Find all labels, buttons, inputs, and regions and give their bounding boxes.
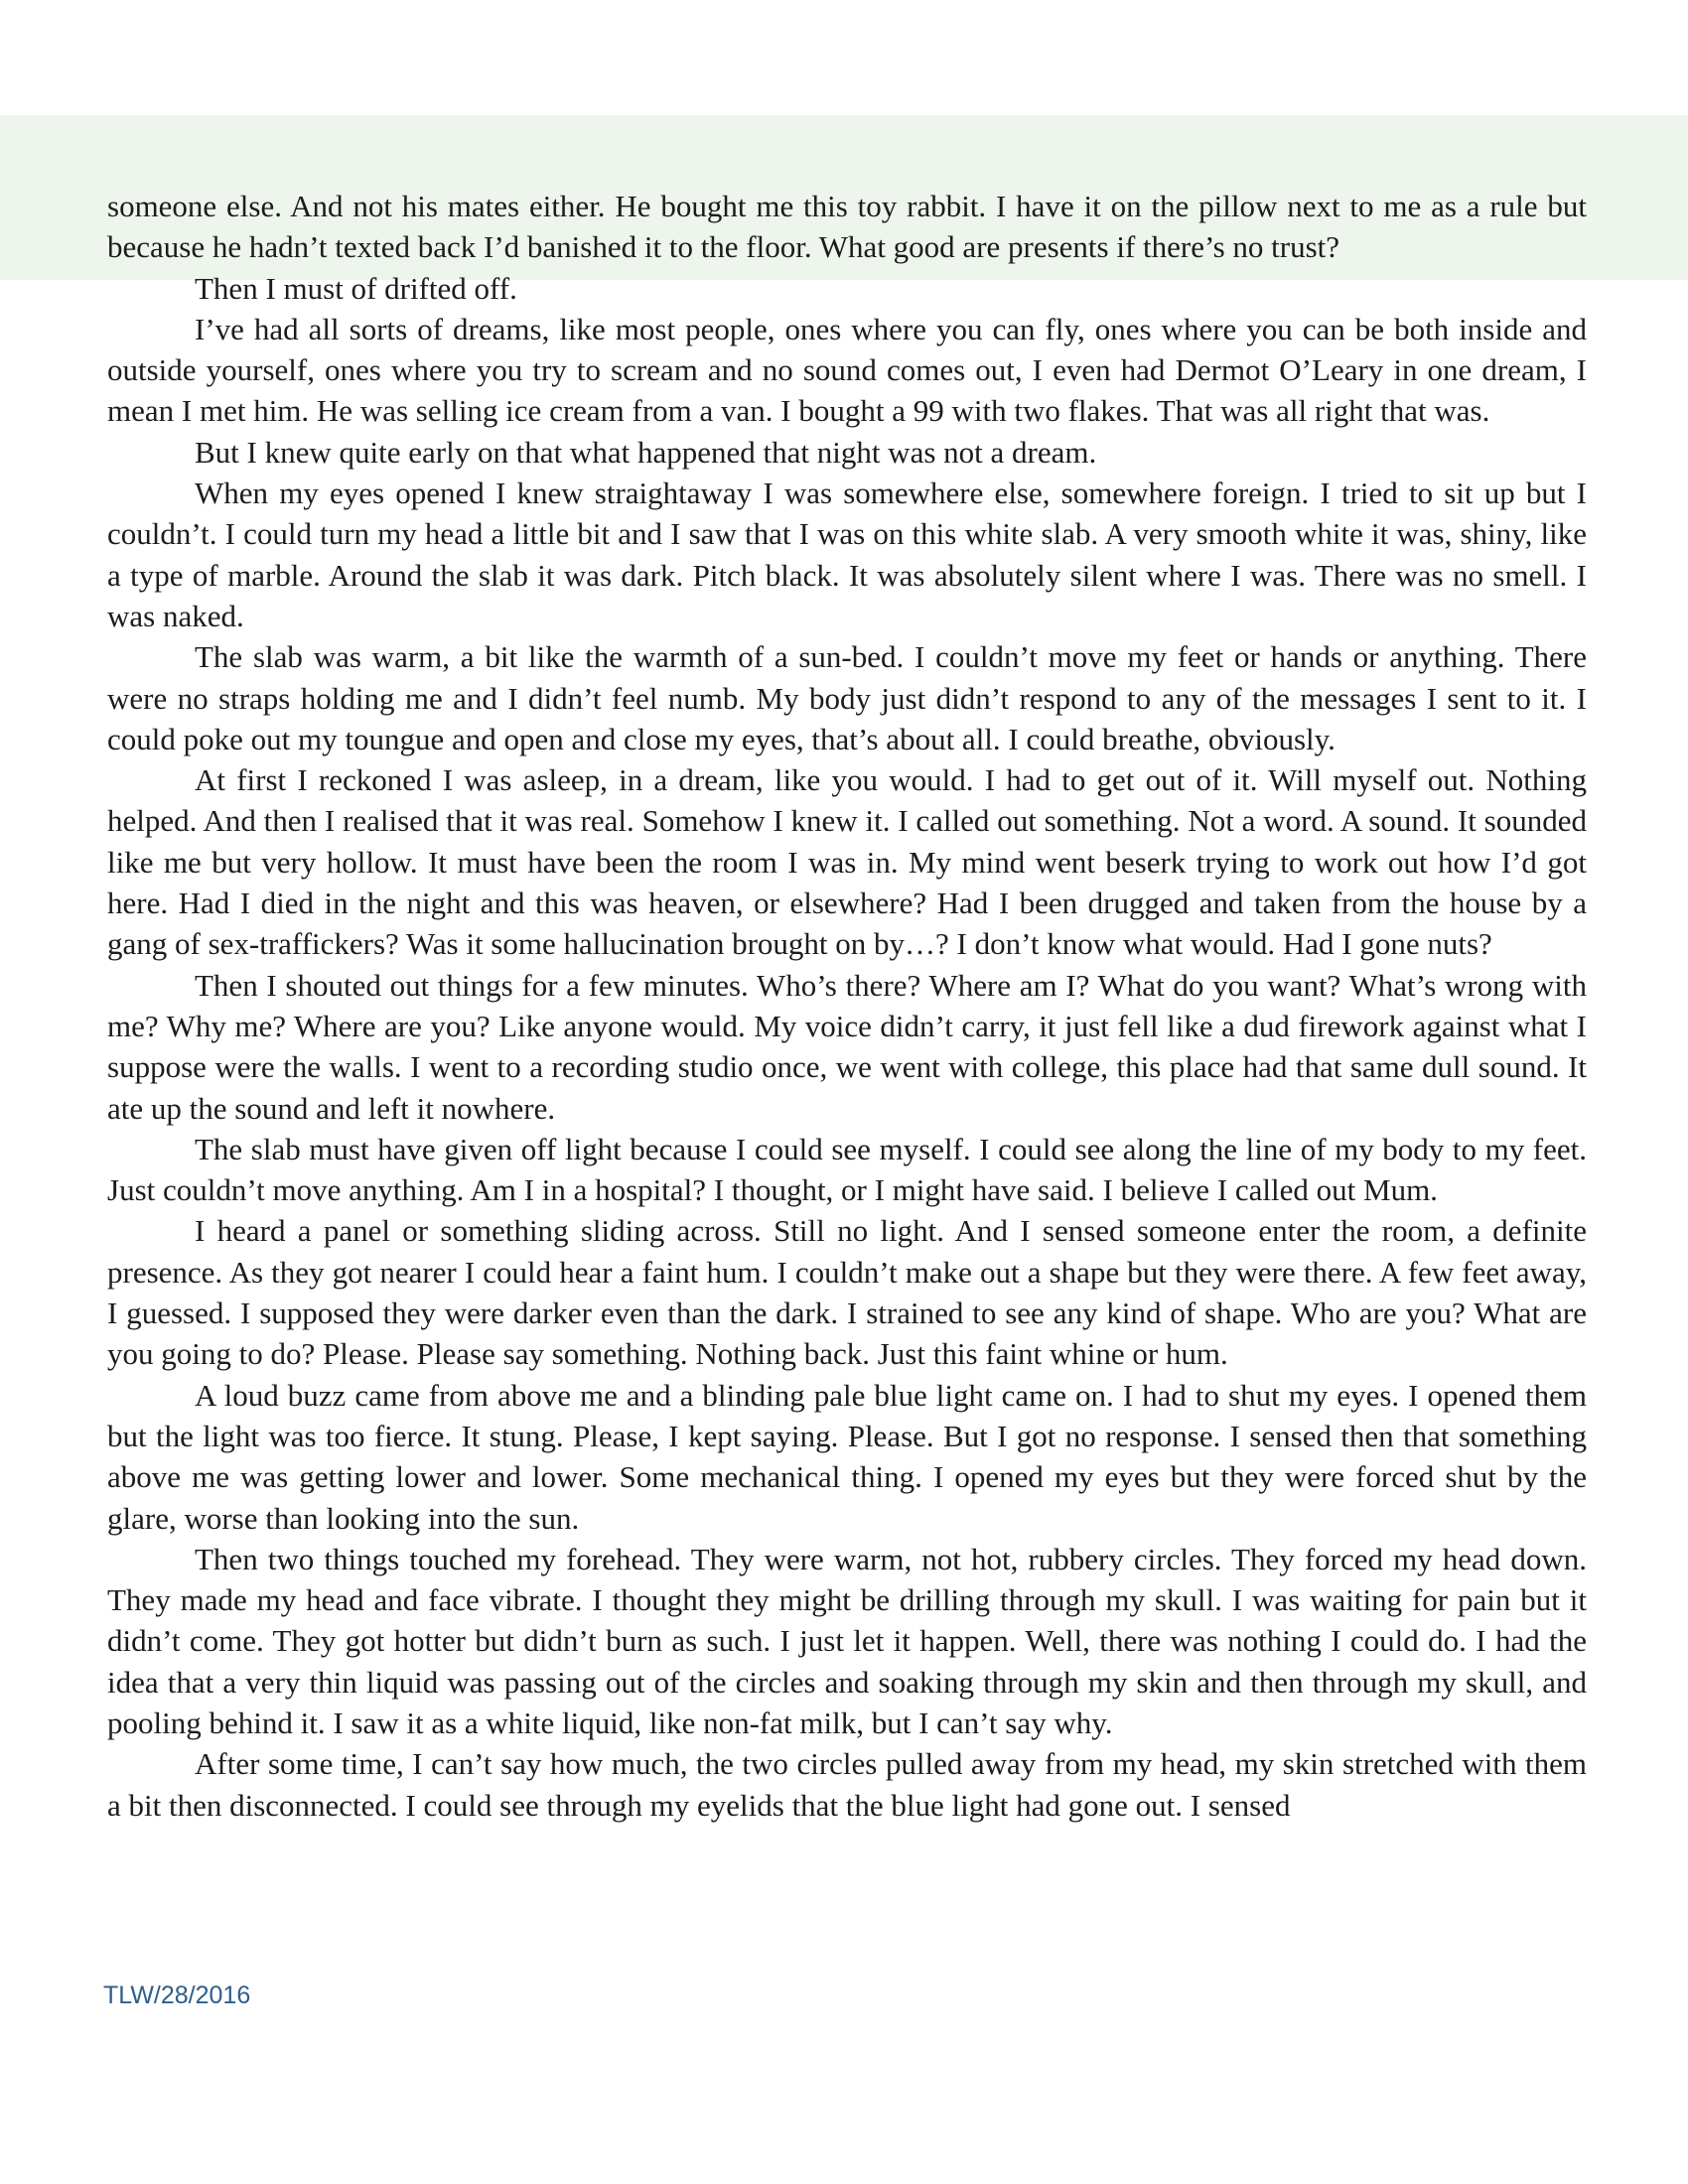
paragraph: Then I must of drifted off. (195, 270, 517, 306)
paragraph: After some time, I can’t say how much, the two circles pulled away from my head, my skin stretched with them a bit then disconnected. I could see through my eyelids that the blue light had gone out. I sensed (107, 1746, 1587, 1823)
paragraph: But I knew quite early on that what happened that night was not a dream. (195, 434, 1097, 470)
paragraph: At first I reckoned I was asleep, in a dream, like you would. I had to get out of it. Will myself out. Nothing helped. And then I realised that it was real. Somehow I knew it. I called out something. Not a word. A sound. It sounded like me but very hollow. It must have been the room I was in. My mind went beserk trying to work out how I’d got here. Had I died in the night and this was heaven, or elsewhere? Had I been drugged and taken from the house by a gang of sex-traffickers? Was it some hallucination brought on by…? I don’t know what would. Had I gone nuts? (107, 762, 1587, 962)
paragraph: someone else. And not his mates either. He bought me this toy rabbit. I have it on the pillow next to me as a rule but because he hadn’t texted back I’d banished it to the floor. What good are presents if there’s no trust? (107, 189, 1587, 265)
paragraph: Then I shouted out things for a few minutes. Who’s there? Where am I? What do you want? What’s wrong with me? Why me? Where are you? Like anyone would. My voice didn’t carry, it just fell like a dud firework against what I suppose were the walls. I went to a recording studio once, we went with college, this place had that same dull sound. It ate up the sound and left it nowhere. (107, 967, 1587, 1126)
body-text (107, 186, 1587, 1826)
paragraph: When my eyes opened I knew straightaway I was somewhere else, somewhere foreign. I tried to sit up but I couldn’t. I could turn my head a little bit and I saw that I was on this white slab. A very smooth white it was, shiny, like a type of marble. Around the slab it was dark. Pitch black. It was absolutely silent where I was. There was no smell. I was naked. (107, 476, 1587, 633)
paragraph: I heard a panel or something sliding across. Still no light. And I sensed someone enter the room, a definite presence. As they got nearer I could hear a faint hum. I couldn’t make out a shape but they were there. A few feet away, I guessed. I supposed they were darker even than the dark. I strained to see any kind of shape. Who are you? What are you going to do? Please. Please say something. Nothing back. Just this faint whine or hum. (107, 1213, 1587, 1372)
paragraph: A loud buzz came from above me and a blinding pale blue light came on. I had to shut my eyes. I opened them but the light was too fierce. It stung. Please, I kept saying. Please. But I got no response. I sensed then that something above me was getting lower and lower. Some mechanical thing. I opened my eyes but they were forced shut by the glare, worse than looking into the sun. (107, 1377, 1587, 1536)
footer-reference: TLW/28/2016 (103, 1981, 251, 2009)
paragraph: I’ve had all sorts of dreams, like most people, ones where you can fly, ones where you can be both inside and outside yourself, ones where you try to scream and no sound comes out, I even had Dermot O’Leary in one dream, I mean I met him. He was selling ice cream from a van. I bought a 99 with two flakes. That was all right that was. (107, 311, 1587, 429)
paragraph: The slab was warm, a bit like the warmth of a sun-bed. I couldn’t move my feet or hands or anything. There were no straps holding me and I didn’t feel numb. My body just didn’t respond to any of the messages I sent to it. I could poke out my toungue and open and close my eyes, that’s about all. I could breathe, obviously. (107, 639, 1587, 756)
paragraph: Then two things touched my forehead. They were warm, not hot, rubbery circles. They forced my head down. They made my head and face vibrate. I thought they might be drilling through my skull. I was waiting for pain but it didn’t come. They got hotter but didn’t burn as such. I just let it happen. Well, there was nothing I could do. I had the idea that a very thin liquid was passing out of the circles and soaking through my skin and then through my skull, and pooling behind it. I saw it as a white liquid, like non-fat milk, but I can’t say why. (107, 1541, 1587, 1740)
paragraph: The slab must have given off light because I could see myself. I could see along the line of my body to my feet. Just couldn’t move anything. Am I in a hospital? I thought, or I might have said. I believe I called out Mum. (107, 1131, 1587, 1208)
